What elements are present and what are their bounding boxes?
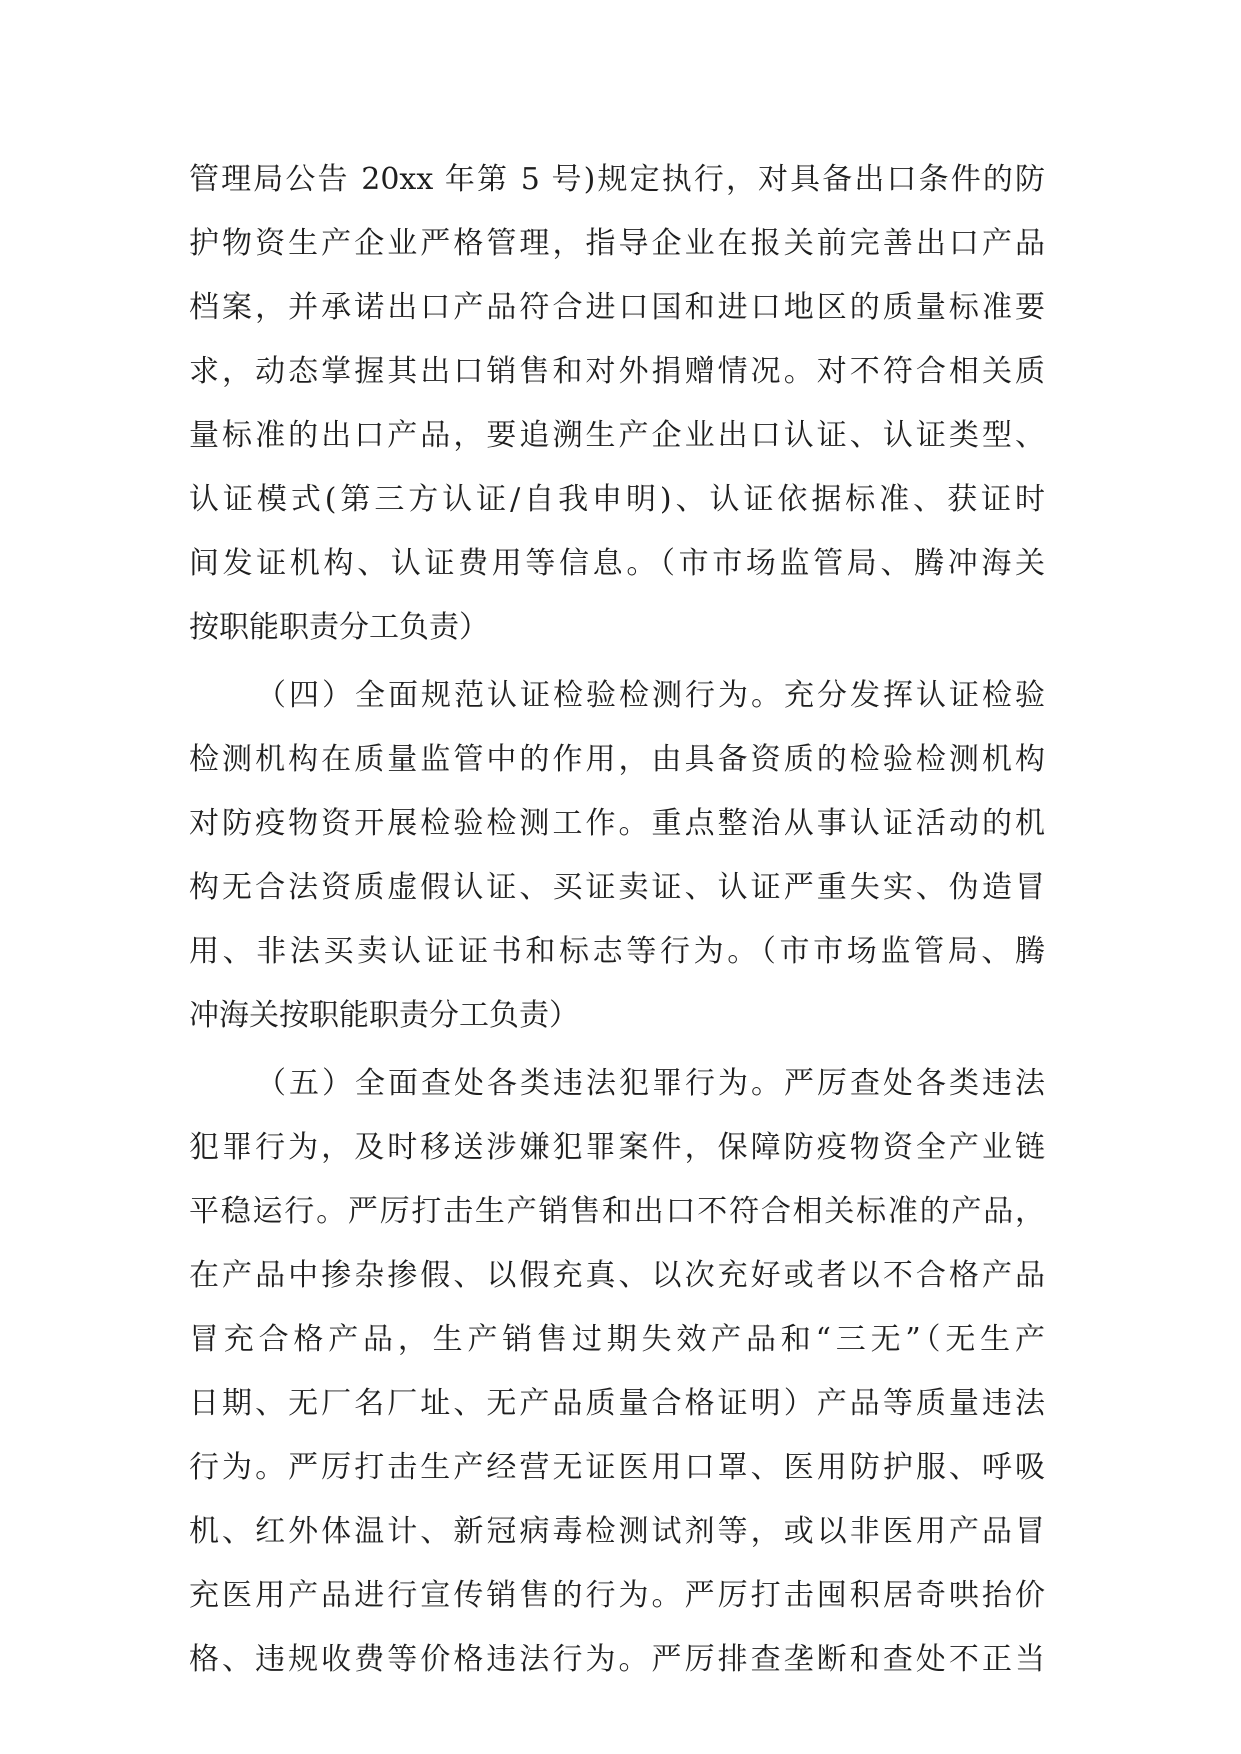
section-heading-line: （五）全面查处各类违法犯罪行为。严厉查处各类违法	[256, 1066, 1045, 1101]
text-line: 认证模式(第三方认证/自我申明)、认证依据标准、获证时	[189, 482, 1045, 517]
text-line: 量标准的出口产品，要追溯生产企业出口认证、认证类型、	[189, 418, 1045, 453]
text-line: 日期、无厂名厂址、无产品质量合格证明）产品等质量违法	[189, 1386, 1045, 1421]
text-line: 管理局公告 20xx 年第 5 号)规定执行，对具备出口条件的防	[189, 162, 1045, 197]
text-line: 求，动态掌握其出口销售和对外捐赠情况。对不符合相关质	[189, 354, 1045, 389]
text-line: 在产品中掺杂掺假、以假充真、以次充好或者以不合格产品	[189, 1258, 1045, 1293]
text-line: 档案，并承诺出口产品符合进口国和进口地区的质量标准要	[189, 290, 1045, 325]
text-line: 犯罪行为，及时移送涉嫌犯罪案件，保障防疫物资全产业链	[189, 1130, 1045, 1165]
text-line: 用、非法买卖认证证书和标志等行为。（市市场监管局、腾	[189, 934, 1045, 969]
text-line: 间发证机构、认证费用等信息。（市市场监管局、腾冲海关	[189, 546, 1045, 581]
text-line: 冲海关按职能职责分工负责）	[189, 998, 579, 1033]
section-heading-line: （四）全面规范认证检验检测行为。充分发挥认证检验	[256, 678, 1045, 713]
text-line: 平稳运行。严厉打击生产销售和出口不符合相关标准的产品，	[189, 1194, 1045, 1229]
text-line: 格、违规收费等价格违法行为。严厉排查垄断和查处不正当	[189, 1642, 1045, 1677]
text-line: 检测机构在质量监管中的作用，由具备资质的检验检测机构	[189, 742, 1045, 777]
text-line: 冒充合格产品，生产销售过期失效产品和“三无”（无生产	[189, 1322, 1045, 1357]
text-line: 行为。严厉打击生产经营无证医用口罩、医用防护服、呼吸	[189, 1450, 1045, 1485]
text-line: 构无合法资质虚假认证、买证卖证、认证严重失实、伪造冒	[189, 870, 1045, 905]
text-line: 护物资生产企业严格管理，指导企业在报关前完善出口产品	[189, 226, 1045, 261]
text-line: 充医用产品进行宣传销售的行为。严厉打击囤积居奇哄抬价	[189, 1578, 1045, 1613]
text-line: 机、红外体温计、新冠病毒检测试剂等，或以非医用产品冒	[189, 1514, 1045, 1549]
text-line: 对防疫物资开展检验检测工作。重点整治从事认证活动的机	[189, 806, 1045, 841]
text-line: 按职能职责分工负责）	[189, 610, 489, 645]
